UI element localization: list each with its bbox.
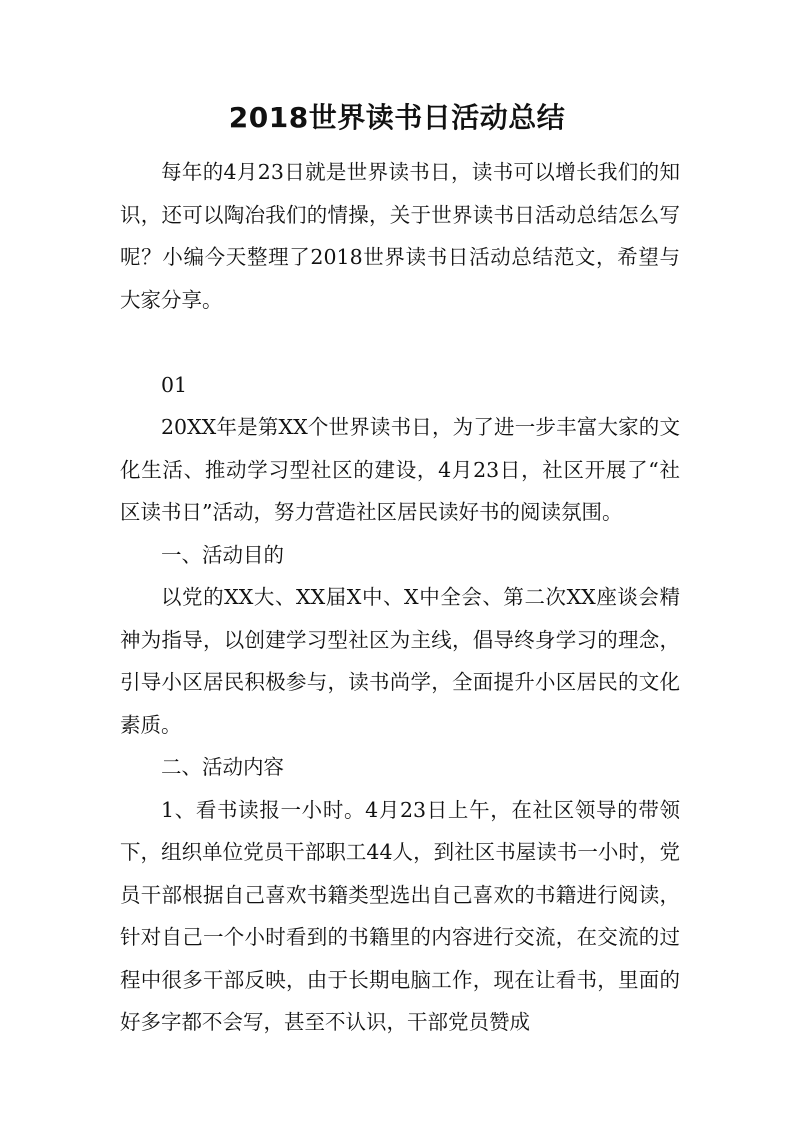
- blank-line: [120, 321, 680, 364]
- document-title: 2018世界读书日活动总结: [228, 101, 566, 134]
- content-paragraph: 1、看书读报一小时。4月23日上午，在社区领导的带领下，组织单位党员干部职工44人，到社区书屋读书一小时，党员干部根据自己喜欢书籍类型选出自己喜欢的书籍进行阅读，针对自己一个小时看到的书籍里的内容进行交流，在交流的过程中很多干部反映，由于长期电脑工作，现在让看书，里面的好多字都不会写，甚至不认识，干部党员赞成: [120, 797, 680, 1034]
- intro-paragraph: 每年的4月23日就是世界读书日，读书可以增长我们的知识，还可以陶冶我们的情操，关于世界读书日活动总结怎么写呢？小编今天整理了2018世界读书日活动总结范文，希望与大家分享。: [120, 160, 680, 312]
- heading-purpose: 一、活动目的: [161, 542, 284, 567]
- background-paragraph: 20XX年是第XX个世界读书日，为了进一步丰富大家的文化生活、推动学习型社区的建设，4月23日，社区开展了“社区读书日”活动，努力营造社区居民读好书的阅读氛围。: [120, 415, 680, 524]
- heading-content: 二、活动内容: [161, 755, 284, 779]
- section-number: 01: [161, 372, 188, 397]
- purpose-paragraph: 以党的XX大、XX届X中、X中全会、第二次XX座谈会精神为指导，以创建学习型社区为主线，倡导终身学习的理念，引导小区居民积极参与，读书尚学，全面提升小区居民的文化素质。: [120, 585, 680, 737]
- document-body: [120, 151, 680, 1044]
